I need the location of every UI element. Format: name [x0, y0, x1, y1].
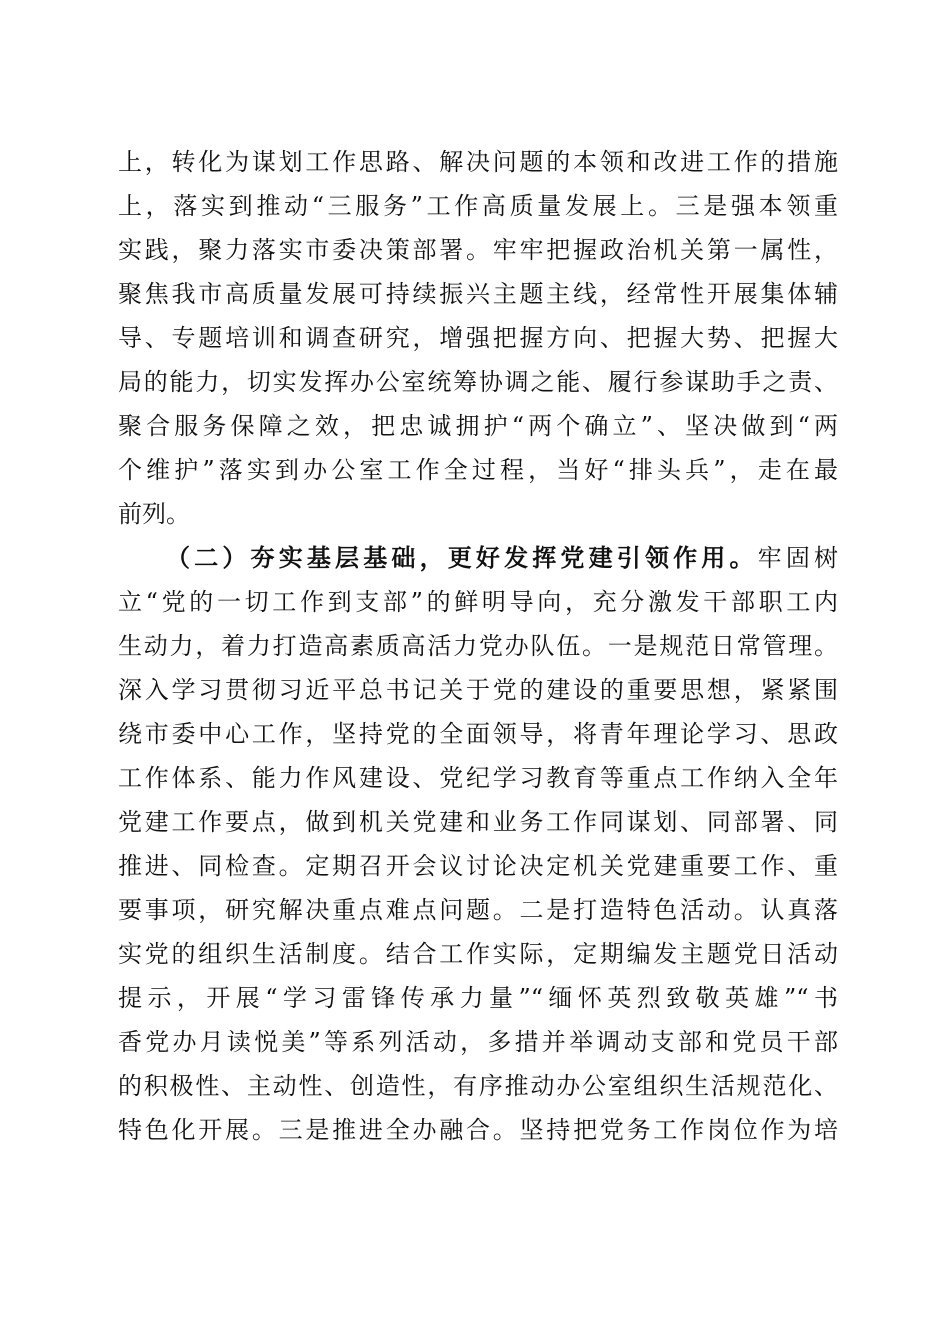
paragraph-line: 提示，开展“学习雷锋传承力量”“缅怀英烈致敬英雄”“书 — [118, 984, 838, 1012]
paragraph-line: 香党办月读悦美”等系列活动，多措并举调动支部和党员干部 — [118, 1028, 838, 1056]
paragraph-line: 立“党的一切工作到支部”的鲜明导向，充分激发干部职工内 — [118, 588, 838, 616]
paragraph-line: 实党的组织生活制度。结合工作实际，定期编发主题党日活动 — [118, 940, 838, 968]
first-line-rest: 牢固树 — [757, 544, 839, 572]
paragraph-line: 党建工作要点，做到机关党建和业务工作同谋划、同部署、同 — [118, 808, 838, 836]
paragraph-line: 绕市委中心工作，坚持党的全面领导，将青年理论学习、思政 — [118, 720, 838, 748]
section-heading: （二）夯实基层基础，更好发挥党建引领作用。 — [166, 543, 758, 572]
paragraph-line: 导、专题培训和调查研究，增强把握方向、把握大势、把握大 — [118, 324, 838, 352]
paragraph-1 — [118, 140, 838, 536]
paragraph-line: 上，落实到推动“三服务”工作高质量发展上。三是强本领重 — [118, 192, 838, 220]
paragraph-line: 深入学习贯彻习近平总书记关于党的建设的重要思想，紧紧围 — [118, 676, 838, 704]
paragraph-line: 特色化开展。三是推进全办融合。坚持把党务工作岗位作为培 — [118, 1116, 838, 1144]
paragraph-line: 要事项，研究解决重点难点问题。二是打造特色活动。认真落 — [118, 896, 838, 924]
paragraph-line: 前列。 — [118, 500, 190, 528]
paragraph-line: 生动力，着力打造高素质高活力党办队伍。一是规范日常管理。 — [118, 632, 838, 660]
paragraph-first-line — [118, 536, 838, 580]
paragraph-line: 推进、同检查。定期召开会议讨论决定机关党建重要工作、重 — [118, 852, 838, 880]
paragraph-line: 局的能力，切实发挥办公室统筹协调之能、履行参谋助手之责、 — [118, 368, 838, 396]
document-body — [118, 140, 838, 1152]
paragraph-line: 工作体系、能力作风建设、党纪学习教育等重点工作纳入全年 — [118, 764, 838, 792]
paragraph-line: 个维护”落实到办公室工作全过程，当好“排头兵”，走在最 — [118, 456, 838, 484]
paragraph-line: 上，转化为谋划工作思路、解决问题的本领和改进工作的措施 — [118, 148, 838, 176]
paragraph-line: 聚合服务保障之效，把忠诚拥护“两个确立”、坚决做到“两 — [118, 412, 838, 440]
paragraph-line: 聚焦我市高质量发展可持续振兴主题主线，经常性开展集体辅 — [118, 280, 838, 308]
paragraph-line: 实践，聚力落实市委决策部署。牢牢把握政治机关第一属性， — [118, 236, 838, 264]
paragraph-line: 的积极性、主动性、创造性，有序推动办公室组织生活规范化、 — [118, 1072, 838, 1100]
paragraph-2 — [118, 536, 838, 1152]
